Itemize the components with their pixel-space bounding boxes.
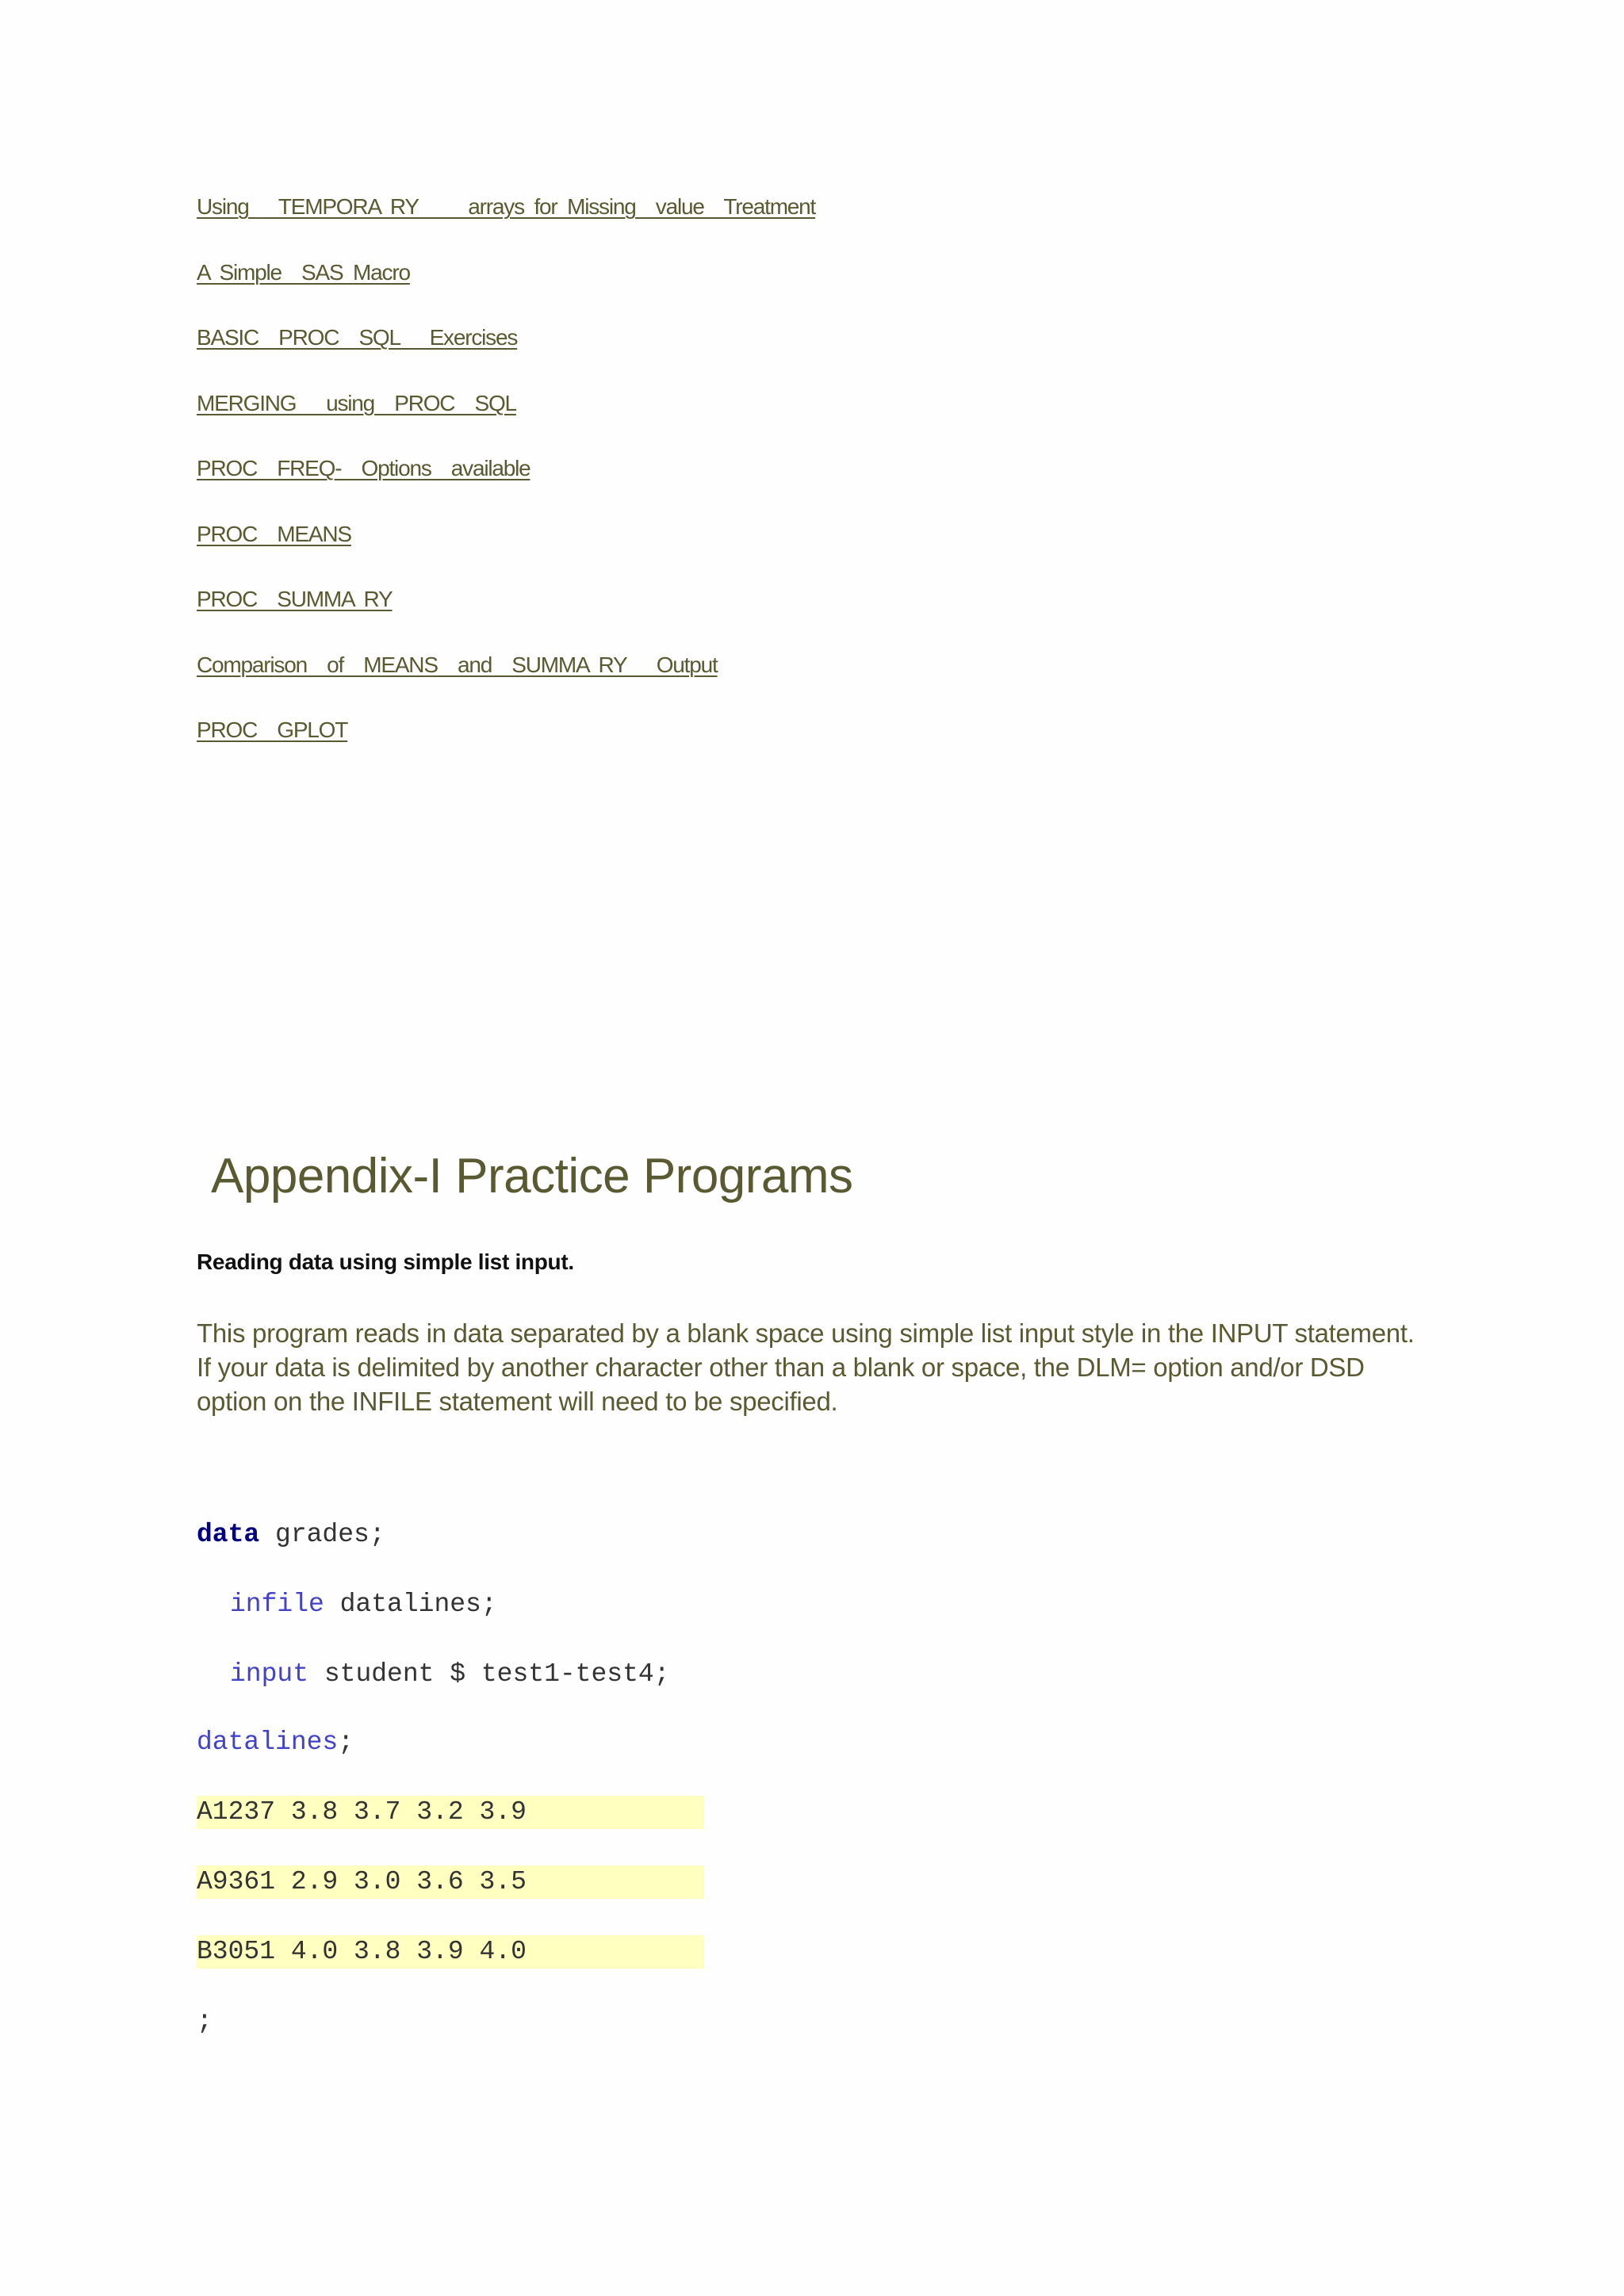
toc-link-temporary-arrays[interactable]: Using TEMPORA RY arrays for Missing value Treatment	[197, 194, 816, 219]
toc-item	[197, 320, 815, 385]
code-dataline-text: B3051 4.0 3.8 3.9 4.0	[197, 1935, 704, 1969]
toc-item	[197, 254, 815, 320]
code-dataline-text: A9361 2.9 3.0 3.6 3.5	[197, 1866, 704, 1899]
toc-link-proc-freq[interactable]: PROC FREQ- Options available	[197, 456, 530, 480]
code-text: ;	[338, 1728, 354, 1757]
appendix-title: Appendix-I Practice Programs	[211, 1149, 853, 1203]
toc-item	[197, 516, 815, 582]
toc-item	[197, 450, 815, 516]
code-text: grades;	[259, 1520, 385, 1549]
toc-item	[197, 581, 815, 647]
toc-item	[197, 189, 815, 254]
code-keyword: input	[230, 1659, 309, 1689]
toc-link-proc-means[interactable]: PROC MEANS	[197, 521, 351, 546]
code-line	[230, 1658, 670, 1691]
code-keyword: infile	[230, 1590, 324, 1619]
toc-link-basic-proc-sql[interactable]: BASIC PROC SQL Exercises	[197, 325, 518, 350]
code-line	[197, 1518, 385, 1552]
toc-link-comparison[interactable]: Comparison of MEANS and SUMMA RY Output	[197, 652, 718, 677]
toc-item	[197, 385, 815, 451]
section-subheading: Reading data using simple list input.	[197, 1249, 574, 1274]
code-dataline	[197, 1935, 704, 1969]
code-dataline	[197, 1866, 704, 1899]
code-block	[197, 1518, 670, 2036]
code-line	[197, 2005, 213, 2038]
table-of-contents	[197, 189, 815, 778]
toc-link-proc-summary[interactable]: PROC SUMMA RY	[197, 587, 393, 611]
description-paragraph: This program reads in data separated by a blank space using simple list input style in the INPUT statement. If your data is delimited by another character other than a blank or space, the DLM= option and/or DSD option on the INFILE statement will need to be specified.	[197, 1318, 1415, 1416]
code-keyword: data	[197, 1520, 260, 1549]
toc-link-merging-proc-sql[interactable]: MERGING using PROC SQL	[197, 390, 516, 415]
code-dataline-text: A1237 3.8 3.7 3.2 3.9	[197, 1796, 704, 1829]
code-terminator: ;	[197, 2007, 213, 2036]
toc-link-simple-sas-macro[interactable]: A Simple SAS Macro	[197, 259, 410, 285]
code-text: datalines;	[324, 1590, 497, 1619]
toc-item	[197, 712, 815, 778]
code-keyword: datalines	[197, 1728, 339, 1757]
code-text: student $ test1-test4;	[308, 1659, 670, 1689]
code-line	[230, 1588, 497, 1621]
code-dataline	[197, 1796, 704, 1829]
toc-link-proc-gplot[interactable]: PROC GPLOT	[197, 718, 348, 742]
toc-item	[197, 647, 815, 713]
code-line	[197, 1726, 354, 1759]
